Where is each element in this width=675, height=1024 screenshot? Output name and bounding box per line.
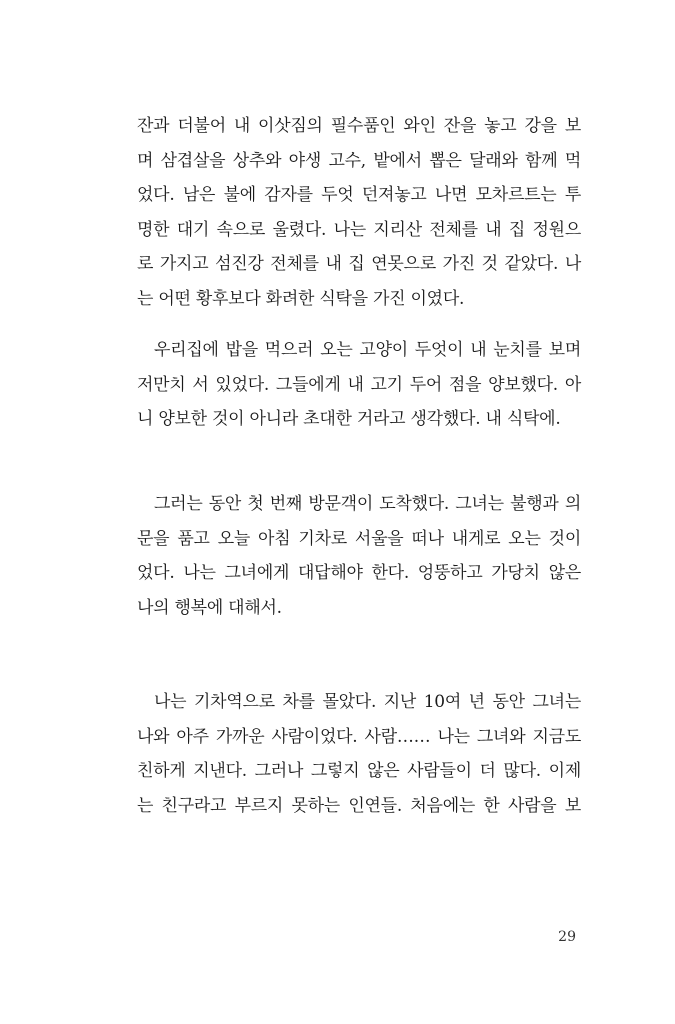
text-line: 친하게 지낸다. 그러나 그렇지 않은 사람들이 더 많다. 이제 xyxy=(137,761,581,781)
text-line: 명한 대기 속으로 울렸다. 나는 지리산 전체를 내 집 정원으 xyxy=(137,219,581,240)
text-line: 었다. 나는 그녀에게 대답해야 한다. 엉뚱하고 가당치 않은 xyxy=(137,563,581,583)
text-line: 나의 행복에 대해서. xyxy=(137,597,282,618)
text-line: 그러는 동안 첫 번째 방문객이 도착했다. 그녀는 불행과 의 xyxy=(154,494,581,514)
text-line: 니 양보한 것이 아니라 초대한 거라고 생각했다. 내 식탁에. xyxy=(137,409,561,429)
text-line: 는 어떤 황후보다 화려한 식탁을 가진 이였다. xyxy=(137,288,465,309)
text-line: 었다. 남은 불에 감자를 두엇 던져놓고 나면 모차르트는 투 xyxy=(137,185,581,205)
page-number: 29 xyxy=(558,929,576,945)
paragraph-2 xyxy=(137,333,581,437)
text-line: 나와 아주 가까운 사람이었다. 사람…… 나는 그녀와 지금도 xyxy=(137,726,581,747)
paragraph-1 xyxy=(137,109,581,316)
text-line: 는 친구라고 부르지 못하는 인연들. 처음에는 한 사람을 보 xyxy=(137,795,581,816)
paragraph-3 xyxy=(137,487,581,625)
text-line: 나는 기차역으로 차를 몰았다. 지난 10여 년 동안 그녀는 xyxy=(154,692,581,712)
text-line: 며 삼겹살을 상추와 야생 고수, 밭에서 뽑은 달래와 함께 먹 xyxy=(137,150,581,171)
text-line: 문을 품고 오늘 아침 기차로 서울을 떠나 내게로 오는 것이 xyxy=(137,528,581,549)
text-line: 우리집에 밥을 먹으러 오는 고양이 두엇이 내 눈치를 보며 xyxy=(154,340,581,360)
paragraph-4 xyxy=(137,685,581,823)
text-line: 저만치 서 있었다. 그들에게 내 고기 두어 점을 양보했다. 아 xyxy=(137,374,581,395)
text-line: 로 가지고 섬진강 전체를 내 집 연못으로 가진 것 같았다. 나 xyxy=(137,254,581,274)
text-line: 잔과 더불어 내 이삿짐의 필수품인 와인 잔을 놓고 강을 보 xyxy=(137,116,581,136)
